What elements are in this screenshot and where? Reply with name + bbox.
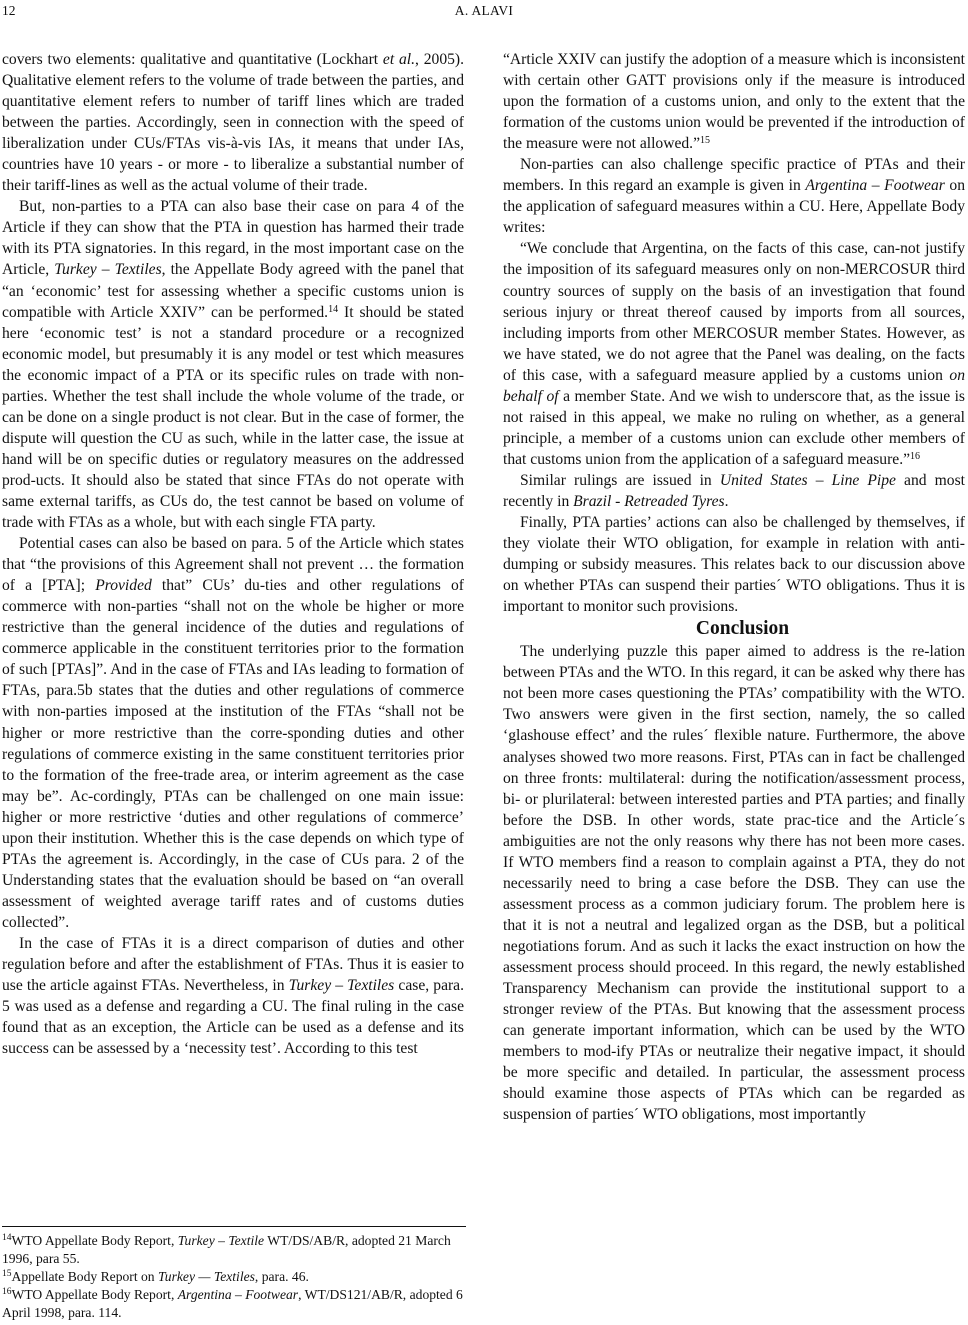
- footnote-ref[interactable]: 14: [328, 303, 339, 315]
- paragraph: Non-parties can also challenge specific practice of PTAs and their members. In this regard an example is given in Argentina – Footwear on the application of safeguard measures within a CU. Here, Appellate Body writes:: [503, 156, 965, 237]
- paragraph: Finally, PTA parties’ actions can also be challenged by themselves, if they violate their WTO obligation, for example in relation with anti-dumping or subsidy measures. This relates back to our discussion above on whether PTAs can suspend their parties´ WTO obligations. Thus it is important to monitor such provisions.: [503, 514, 965, 616]
- footnote: $^{15}$Appellate Body Report on Turkey — Textiles, para. 46.: [2, 1269, 309, 1285]
- footnote: $^{16}$WTO Appellate Body Report, Argentina – Footwear, WT/DS121/AB/R, adopted 6 April 1998, para. 114.: [2, 1287, 463, 1321]
- paragraph: But, non-parties to a PTA can also base their case on para 4 of the Article if they can show that the PTA in question has harmed their trade with its PTA signatories. In this regard, in the most important case on the Article, Turkey – Textiles, the Appellate Body agreed with the panel that “an ‘economic’ test for assessing whether a specific customs union is compatible with Article XXIV” can be performed.$^{14}$ It should be stated here ‘economic test’ is not a standard procedure or a recognized economic model, but presumably it is any model or test which measures the economic impact of a PTA or its specific rules on trade with non-parties. Whether the test shall include the whole volume of the trade, or can be done on a single product is not clear. But in the case of former, the dispute will question the CU as such, while in the latter case, the issue at hand will be on specific duties or regulatory measures on the addressed prod-ucts. It should also be stated that since FTAs do not operate with same external tariffs, as CUs do, the test cannot be based on volume of trade with FTAs as a whole, but with each single FTA party.: [2, 198, 464, 532]
- paragraph: Potential cases can also be based on para. 5 of the Article which states that “the provisions of this Agreement shall not prevent … the formation of a [PTA]; Provided that” CUs’ du-ties and other regulations of commerce with non-parties “shall not on the whole be higher or more restrictive than the general incidence of the duties and regulations of commerce applicable in the constituent territories prior to the formation of such [PTAs]”. And in the case of FTAs and IAs leading to formation of FTAs, para.5b states that the duties and other regulations of commerce with non-parties imposed at the institution of the FTAs “shall not be higher or more restrictive than the corre-sponding duties and other regulations of commerce existing in the same constituent territories prior to the formation of the free-trade area, or interim agreement as the case may be”. Ac-cordingly, PTAs can be challenged on one main issue: higher or more restrictive ‘duties and other regulations of commerce’ upon their institution. Whether this is the case depends on which type of PTAs the agreement is. Accordingly, in the case of CUs para. 2 of the Understanding states that the evaluation should be based on “an overall assessment of weighted average tariff rates and of customs duties collected”.: [2, 535, 464, 931]
- block-quote: “We conclude that Argentina, on the facts of this case, can-not justify the imposition of its safeguard measures only on non-MERCOSUR third country sources of supply on the basis of an investigation that found serious injury or threat thereof caused by imports from all sources, including imports from other MERCOSUR member States. However, as we have stated, we do not agree that the Panel was dealing, on the facts of this case, with a safeguard measure applied by a customs union on behalf of a member State. And we wish to underscore that, as the issue is not raised in this appeal, we make no ruling on whether, as a general principle, a member of a customs union can exclude other members of that customs union from the application of a safeguard measure.”$^{16}$: [503, 240, 965, 468]
- page-number: 12: [2, 3, 16, 18]
- footnotes: [2, 1226, 466, 1322]
- footnote: $^{14}$WTO Appellate Body Report, Turkey – Textile WT/DS/AB/R, adopted 21 March 1996, para 55.: [2, 1233, 451, 1267]
- paragraph: In the case of FTAs it is a direct comparison of duties and other regulation before and after the establishment of FTAs. Thus it is easier to use the article against FTAs. Nevertheless, in Turkey – Textiles case, para. 5 was used as a defense and regarding a CU. The final ruling in the case found that as an exception, the Article can be used as a defense and its success can be assessed by a ‘necessity test’. According to this test: [2, 934, 465, 1058]
- paragraph: covers two elements: qualitative and quantitative (Lockhart et al., 2005). Qualitative element refers to the volume of trade between the parties, and quantitative element refers to number of tariff lines which are traded between the parties. Accordingly, seen in connection with the speed of liberalization under CUs/FTAs vis-à-vis IAs, it means that under IAs, countries have 10 years - or more - to liberalize a substantial number of their tariff-lines as well as the actual volume of their trade.: [2, 51, 464, 195]
- left-column: [2, 49, 464, 1059]
- right-column: [503, 49, 965, 1125]
- paragraph: The underlying puzzle this paper aimed to address is the re-lation between PTAs and the WTO. In this regard, it can be asked why there has not been more cases questioning the PTAs’ compatibility with the WTO. Two answers were given in the first section, namely, the so called ‘glashouse effect’ and the rules´ flexible nature. Furthermore, the above analyses showed two more reasons. First, PTAs can in fact be challenged on three fronts: multilateral: during the notification/assessment process, bi- or plurilateral: between interested parties and PTA parties; and finally before the DSB. In other words, state prac-tice and the Article´s ambiguities are not the only reasons why there has not been more cases. If WTO members find a reason to complain against a PTA, they do not necessarily need to bring a case before the DSB. They can use the assessment process as a common judiciary forum. The problem here is that it is not a neutral and legalized organ as the DSB, but a political negotiations forum. And as such it lacks the exact instruction on how the assessment process should proceed. In this regard, the newly established Transparency Mechanism can provide the institutional support to a stronger review of the PTAs. But knowing that the assessment process can generate important information, which can be used by the WTO members to mod-ify PTAs or neutralize their negative impact, it should be more specific and detailed. In particular, the assessment process should examine those aspects of PTAs which can be regarded as suspension of parties´ WTO obligations, most importantly: [503, 643, 965, 1124]
- footnote-ref[interactable]: 15: [700, 135, 711, 147]
- footnote-ref[interactable]: 16: [910, 450, 921, 462]
- running-header: [0, 0, 968, 22]
- block-quote: “Article XXIV can justify the adoption of a measure which is inconsistent with certain other GATT provisions only if the measure is introduced upon the formation of a customs union, and only to the extent that the formation of the customs union would be prevented if the introduction of the measure were not allowed.”$^{15}$: [503, 51, 965, 153]
- paragraph: Similar rulings are issued in United States – Line Pipe and most recently in Brazil - Retreaded Tyres.: [503, 471, 965, 510]
- section-heading: Conclusion: [695, 618, 790, 640]
- running-author: A. ALAVI: [454, 3, 514, 18]
